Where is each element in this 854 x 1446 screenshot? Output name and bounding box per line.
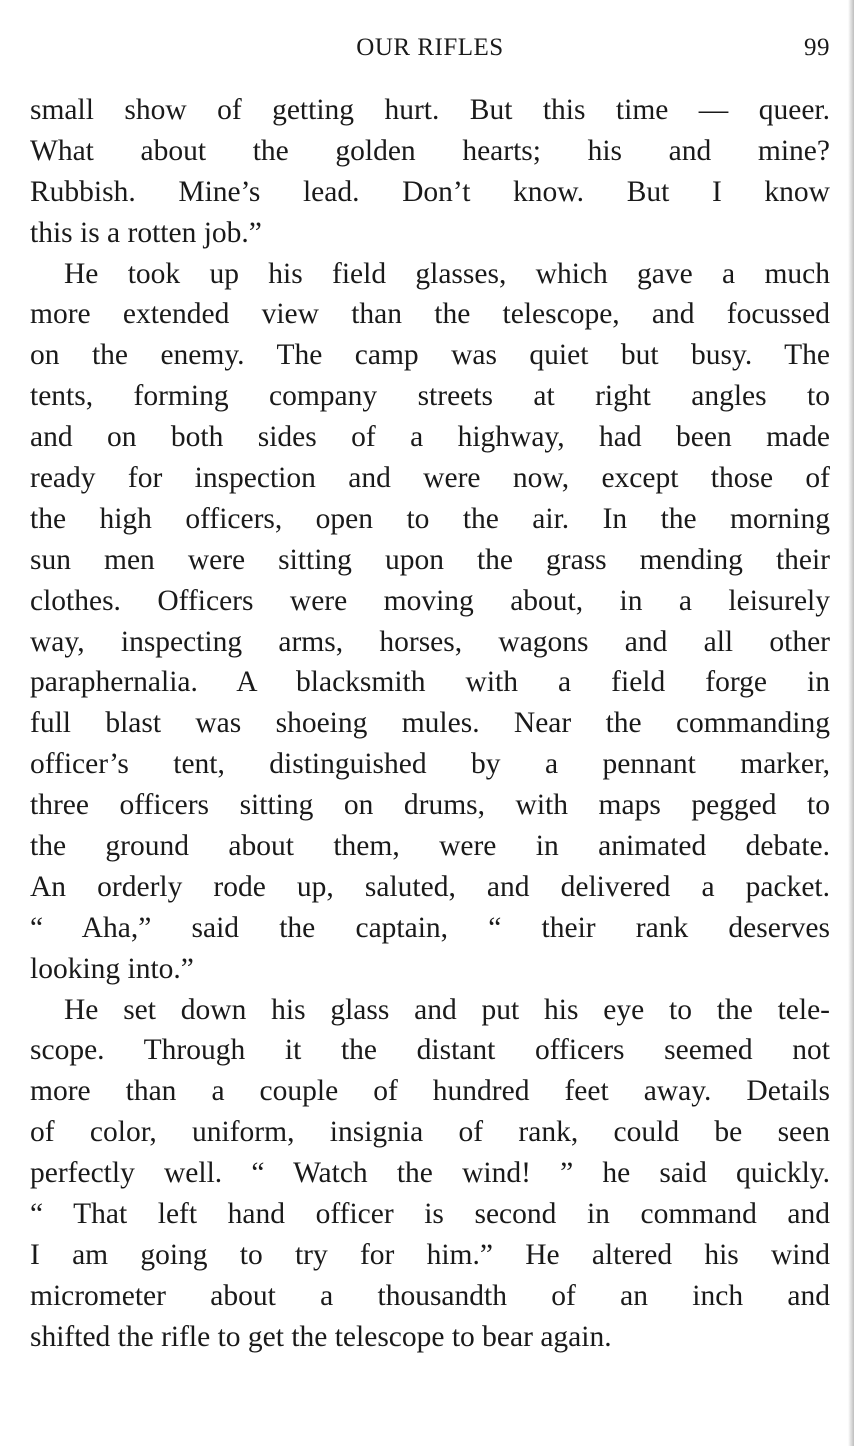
- text-line: more than a couple of hundred feet away. Details: [30, 1075, 830, 1108]
- text-line: sun men were sitting upon the grass mending their: [30, 543, 830, 576]
- text-line: on the enemy. The camp was quiet but busy. The: [30, 339, 830, 372]
- text-line: paraphernalia. A blacksmith with a field forge in: [30, 666, 830, 699]
- text-line: He set down his glass and put his eye to the tele-: [64, 993, 830, 1026]
- text-line: and on both sides of a highway, had been made: [30, 421, 830, 454]
- text-line: way, inspecting arms, horses, wagons and all other: [30, 625, 830, 658]
- text-line: “ That left hand officer is second in command and: [30, 1198, 830, 1231]
- paragraph: [30, 990, 830, 1358]
- text-line: He took up his field glasses, which gave a much: [64, 257, 830, 290]
- text-line: clothes. Officers were moving about, in a leisurely: [30, 584, 830, 617]
- text-line: the ground about them, were in animated debate.: [30, 830, 830, 863]
- paragraph: [30, 254, 830, 990]
- text-line: the high officers, open to the air. In the morning: [30, 502, 830, 535]
- page-edge-shadow: [848, 0, 854, 1446]
- paragraph: [30, 90, 830, 254]
- text-line: An orderly rode up, saluted, and delivered a packet.: [30, 870, 830, 903]
- body-text: [30, 90, 830, 1358]
- text-line: ready for inspection and were now, except those of: [30, 462, 830, 495]
- page-number: 99: [804, 34, 830, 61]
- text-line: scope. Through it the distant officers seemed not: [30, 1034, 830, 1067]
- text-line: shifted the rifle to get the telescope to bear again.: [30, 1320, 612, 1353]
- text-line: officer’s tent, distinguished by a pennant marker,: [30, 748, 830, 781]
- text-line: “ Aha,” said the captain, “ their rank deserves: [30, 911, 830, 944]
- text-line: What about the golden hearts; his and mine?: [30, 134, 830, 167]
- text-line: full blast was shoeing mules. Near the commanding: [30, 707, 830, 740]
- text-line: Rubbish. Mine’s lead. Don’t know. But I know: [30, 175, 830, 208]
- text-line: perfectly well. “ Watch the wind! ” he said quickly.: [30, 1157, 830, 1190]
- running-title: OUR RIFLES: [356, 34, 504, 61]
- running-head: [30, 30, 830, 66]
- text-line: three officers sitting on drums, with maps pegged to: [30, 789, 830, 822]
- text-line: of color, uniform, insignia of rank, could be seen: [30, 1116, 830, 1149]
- text-line: small show of getting hurt. But this time — queer.: [30, 94, 830, 126]
- text-line: I am going to try for him.” He altered his wind: [30, 1238, 830, 1271]
- text-line: this is a rotten job.”: [30, 216, 262, 249]
- text-line: more extended view than the telescope, and focussed: [30, 298, 830, 331]
- text-line: micrometer about a thousandth of an inch and: [30, 1279, 830, 1312]
- text-line: tents, forming company streets at right angles to: [30, 380, 830, 413]
- text-line: looking into.”: [30, 952, 194, 985]
